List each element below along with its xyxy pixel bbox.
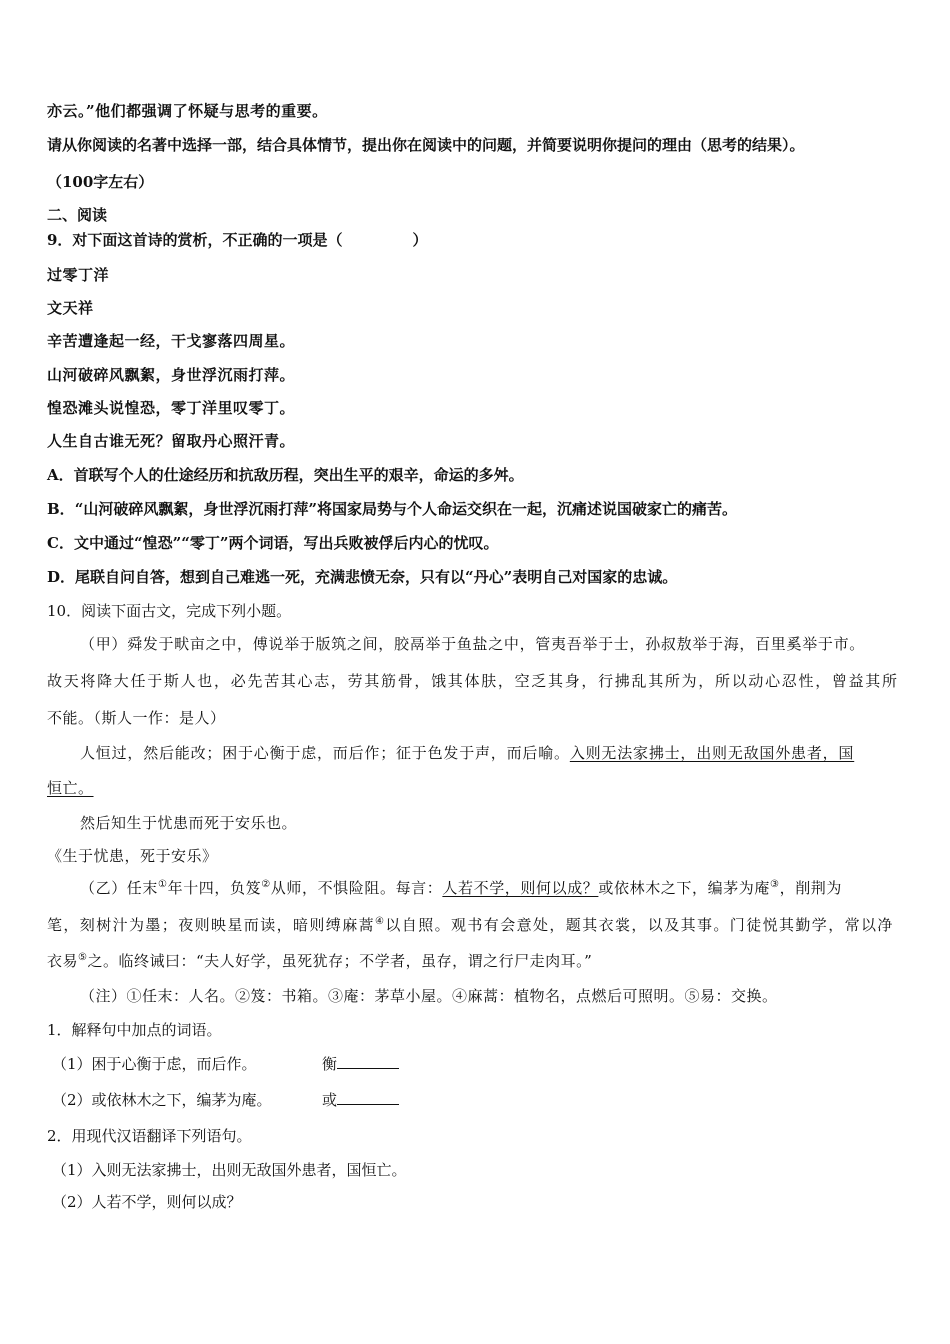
option-text: 尾联自问自答，想到自己难逃一死，充满悲愤无奈，只有以“丹心”表明自己对国家的忠诚。 [75,568,678,586]
poem-line: 人生自古谁无死？留取丹心照汗青。 [47,432,296,450]
option-b [47,499,737,519]
sub1-answer-1 [322,1054,399,1074]
yi-text: 衣易 [47,952,79,970]
option-text: 首联写个人的仕途经历和抗敌历程，突出生平的艰辛，命运的多舛。 [73,466,524,484]
sub2-item-1: （1）入则无法家拂士，出则无敌国外患者，国恒亡。 [52,1161,407,1179]
sub1-answer-2 [322,1090,399,1110]
sub1-item-text: （1）困于心衡于虑，而后作。 [52,1055,257,1073]
footnote-marker: ⑤ [78,952,88,963]
answer-blank[interactable] [337,1090,399,1105]
section-heading: 二、阅读 [47,206,108,224]
yi-text: 年十四，负笈 [167,879,262,897]
yi-text: 以自照。观书有会意处，题其衣裳，以及其事。门徒悦其勤学，常以净 [385,916,894,934]
q9-stem-prefix: 9．对下面这首诗的赏析，不正确的一项是（ [47,231,343,249]
q10-stem: 10．阅读下面古文，完成下列小题。 [47,602,292,620]
yi-text: 或依林木之下，编茅为庵 [598,879,771,897]
answer-blank[interactable] [337,1054,399,1069]
underlined-sentence: 入则无法家拂士，出则无敌国外患者，国 [569,744,855,762]
jia-line-2: 故天将降大任于斯人也，必先苦其心志，劳其筋骨，饿其体肤，空乏其身，行拂乱其所为，所以动心忍性，曾益其所 [47,672,899,690]
q9-stem-suffix: ） [412,231,428,249]
yi-text: ，削荆为 [779,879,842,897]
sub2-stem: 2．用现代汉语翻译下列语句。 [47,1127,252,1145]
option-text: “山河破碎风飘絮，身世浮沉雨打萍”将国家局势与个人命运交织在一起，沉痛述说国破家亡的痛苦。 [74,500,737,518]
option-c [47,533,498,553]
option-d [47,567,677,587]
footnote-marker: ② [261,879,271,890]
footnote-marker: ① [158,879,168,890]
sub1-item-1 [52,1054,257,1074]
poem-line: 惶恐滩头说惶恐，零丁洋里叹零丁。 [47,399,296,417]
yi-text: 之。临终诫曰：“夫人好学，虽死犹存；不学者，虽存，谓之行尸走肉耳。” [87,952,593,970]
yi-notes: （注）①任末：人名。②笈：书箱。③庵：茅草小屋。④麻蒿：植物名，点燃后可照明。⑤易：交换。 [80,987,778,1005]
sub2-item-2: （2）人若不学，则何以成？ [52,1193,242,1211]
sub1-item-2 [52,1090,272,1110]
underlined-sentence: 人若不学，则何以成？ [442,879,599,897]
jia-line-3: 不能。（斯人一作：是人） [47,709,226,727]
yi-text: （乙）任末 [80,879,159,897]
sub1-item-text: （2）或依林木之下，编茅为庵。 [52,1091,272,1109]
poem-title: 过零丁洋 [47,266,110,284]
jia-plain-text: 人恒过，然后能改；困于心衡于虑，而后作；征于色发于声，而后喻。 [80,744,570,762]
intro-line-1: 亦云。”他们都强调了怀疑与思考的重要。 [47,102,328,120]
sub1-stem: 1．解释句中加点的词语。 [47,1021,222,1039]
yi-line-3 [47,951,592,971]
poem-line: 辛苦遭逢起一经，干戈寥落四周星。 [47,332,296,350]
yi-line-2 [47,915,894,935]
q9-stem [47,230,427,250]
option-letter: A． [47,466,74,484]
option-letter: B． [47,500,75,518]
option-letter: C． [47,534,74,552]
jia-source: 《生于忧患，死于安乐》 [47,847,218,865]
target-word: 衡 [322,1055,338,1073]
jia-line-4 [80,743,854,763]
option-letter: D． [47,568,76,586]
yi-text: 从师，不惧险阻。每言： [270,879,443,897]
jia-line-6: 然后知生于忧患而死于安乐也。 [80,814,298,832]
intro-line-2: 请从你阅读的名著中选择一部，结合具体情节，提出你在阅读中的问题，并简要说明你提问的理由（思考的结果）。 [47,136,805,154]
intro-line-3: （100字左右） [47,173,154,191]
yi-text: 笔，刻树汁为墨；夜则映星而读，暗则缚麻蒿 [47,916,376,934]
jia-line-5 [47,778,94,798]
underlined-sentence: 恒亡。 [47,779,94,797]
option-a [47,465,524,485]
footnote-marker: ④ [375,916,386,927]
jia-line-1: （甲）舜发于畎亩之中，傅说举于版筑之间，胶鬲举于鱼盐之中，管夷吾举于士，孙叔敖举于海，百里奚举于市。 [80,635,866,653]
poem-author: 文天祥 [47,299,94,317]
option-text: 文中通过“惶恐”“零丁”两个词语，写出兵败被俘后内心的忧叹。 [73,534,499,552]
yi-line-1 [80,878,842,898]
poem-line: 山河破碎风飘絮，身世浮沉雨打萍。 [47,366,296,384]
footnote-marker: ③ [770,879,780,890]
target-word: 或 [322,1091,338,1109]
